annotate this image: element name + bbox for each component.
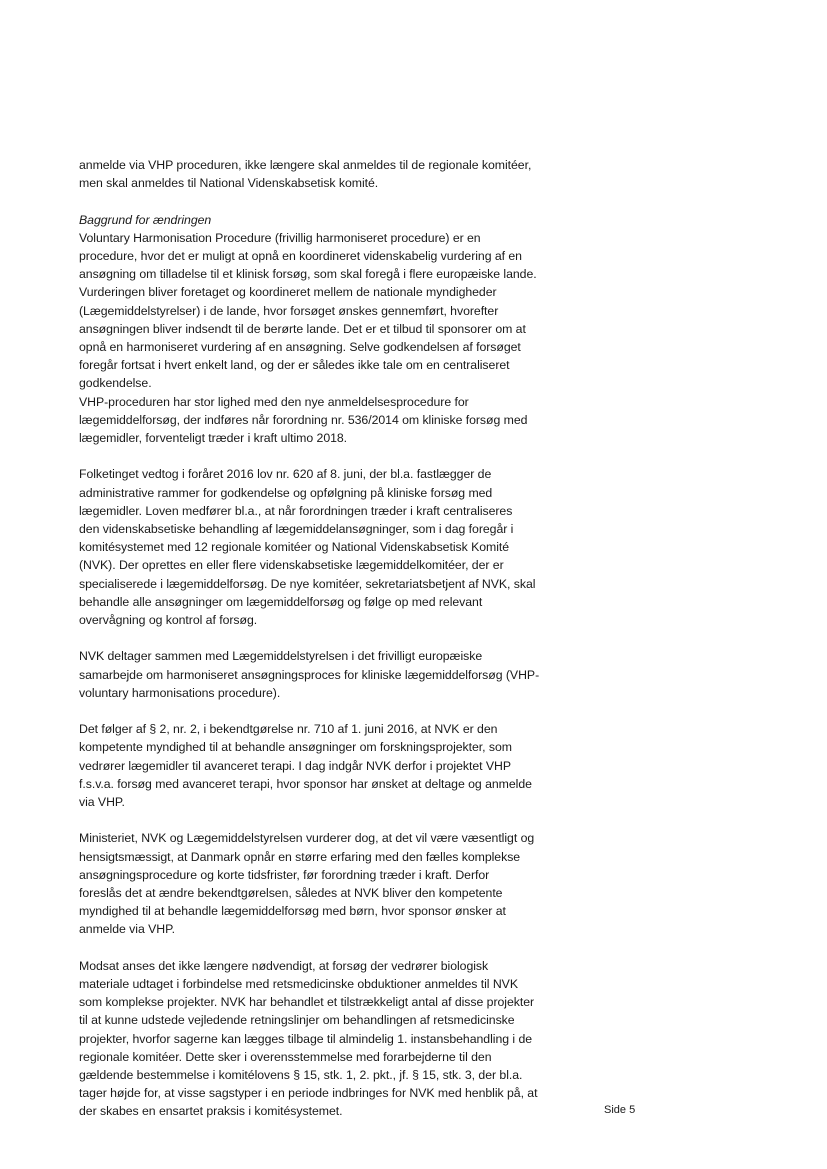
text-line: ansøgningen bliver indsendt til de berørte lande. Det er et tilbud til sponsorer om at xyxy=(79,321,526,336)
intro-paragraph xyxy=(79,156,579,192)
text-line: ansøgning om tilladelse til et klinisk forsøg, som skal foregå i flere europæiske lande. xyxy=(79,267,537,282)
paragraph-vhp xyxy=(79,229,579,447)
text-line: ansøgningsprocedure og korte tidsfrister, før forordning træder i kraft. Derfor xyxy=(79,867,490,882)
text-line: til at kunne udstede vejledende retningslinjer om behandlingen af retsmedicinske xyxy=(79,1013,515,1028)
section-heading: Baggrund for ændringen xyxy=(79,212,212,227)
paragraph-bekendtgoerelse xyxy=(79,720,579,811)
text-line: men skal anmeldes til National Videnskabsetisk komité. xyxy=(79,176,379,191)
text-line: Ministeriet, NVK og Lægemiddelstyrelsen vurderer dog, at det vil være væsentligt og xyxy=(79,831,535,846)
paragraph-modsat xyxy=(79,957,579,1121)
text-line: overvågning og kontrol af forsøg. xyxy=(79,613,258,628)
text-line: projekter, hvorfor sagerne kan lægges tilbage til almindelig 1. instansbehandling i de xyxy=(79,1031,533,1046)
body-text xyxy=(79,156,579,1121)
text-line: samarbejde om harmoniseret ansøgningsproces for kliniske lægemiddelforsøg (VHP- xyxy=(79,667,540,682)
text-line: den videnskabsetiske behandling af lægemiddelansøgninger, som i dag foregår i xyxy=(79,522,514,537)
text-line: f.s.v.a. forsøg med avanceret terapi, hvor sponsor har ønsket at deltage og anmelde xyxy=(79,776,532,791)
text-line: lægemidler. Loven medfører bl.a., at når forordningen træder i kraft centraliseres xyxy=(79,503,513,518)
text-line: komitésystemet med 12 regionale komitéer og National Videnskabsetisk Komité xyxy=(79,540,510,555)
text-line: anmelde via VHP. xyxy=(79,922,176,937)
text-line: Det følger af § 2, nr. 2, i bekendtgørelse nr. 710 af 1. juni 2016, at NVK er den xyxy=(79,722,498,737)
text-line: Voluntary Harmonisation Procedure (frivillig harmoniseret procedure) er en xyxy=(79,230,481,245)
text-line: NVK deltager sammen med Lægemiddelstyrelsen i det frivilligt europæiske xyxy=(79,649,483,664)
text-line: godkendelse. xyxy=(79,376,152,391)
text-line: administrative rammer for godkendelse og opfølgning på kliniske forsøg med xyxy=(79,485,493,500)
text-line: opnå en harmoniseret vurdering af en ansøgning. Selve godkendelsen af forsøget xyxy=(79,340,521,355)
text-line: materiale udtaget i forbindelse med retsmedicinske obduktioner anmeldes til NVK xyxy=(79,977,518,992)
page-number: Side 5 xyxy=(604,1104,636,1116)
text-line: procedure, hvor det er muligt at opnå en koordineret videnskabelig vurdering af en xyxy=(79,249,522,263)
text-line: tager højde for, at visse sagstyper i en periode indbringes for NVK med henblik på, at xyxy=(79,1086,538,1101)
text-line: der skabes en ensartet praksis i komitésystemet. xyxy=(79,1104,343,1119)
text-line: vedrører lægemidler til avanceret terapi. I dag indgår NVK derfor i projektet VHP xyxy=(79,758,511,773)
paragraph-folketinget xyxy=(79,465,579,629)
text-line: hensigtsmæssigt, at Danmark opnår en større erfaring med den fælles komplekse xyxy=(79,849,521,864)
text-line: regionale komitéer. Dette sker i overensstemmelse med forarbejderne til den xyxy=(79,1049,492,1064)
text-line: via VHP. xyxy=(79,795,125,810)
text-line: foreslås det at ændre bekendtgørelsen, således at NVK bliver den kompetente xyxy=(79,886,503,901)
text-line: voluntary harmonisations procedure). xyxy=(79,685,281,700)
text-line: som komplekse projekter. NVK har behandlet et tilstrækkeligt antal af disse projekter xyxy=(79,995,535,1010)
text-line: VHP-proceduren har stor lighed med den nye anmeldelsesprocedure for xyxy=(79,394,469,409)
text-line: Vurderingen bliver foretaget og koordineret mellem de nationale myndigheder xyxy=(79,285,497,300)
text-line: foregår fortsat i hvert enkelt land, og der er således ikke tale om en centraliseret xyxy=(79,358,510,373)
text-line: Modsat anses det ikke længere nødvendigt, at forsøg der vedrører biologisk xyxy=(79,958,489,973)
text-line: specialiserede i lægemiddelforsøg. De nye komitéer, sekretariatsbetjent af NVK, skal xyxy=(79,576,536,591)
paragraph-nvk-deltager xyxy=(79,647,579,702)
text-line: (Lægemiddelstyrelser) i de lande, hvor forsøget ønskes gennemført, hvorefter xyxy=(79,303,499,318)
text-line: anmelde via VHP proceduren, ikke længere skal anmeldes til de regionale komitéer, xyxy=(79,158,532,172)
paragraph-ministeriet xyxy=(79,829,579,938)
text-line: Folketinget vedtog i foråret 2016 lov nr. 620 af 8. juni, der bl.a. fastlægger de xyxy=(79,467,492,482)
text-line: behandle alle ansøgninger om lægemiddelforsøg og følge op med relevant xyxy=(79,594,483,609)
text-line: gældende bestemmelse i komitélovens § 15, stk. 1, 2. pkt., jf. § 15, stk. 3, der bl.a. xyxy=(79,1068,523,1083)
text-line: kompetente myndighed til at behandle ansøgninger om forskningsprojekter, som xyxy=(79,740,512,755)
text-line: (NVK). Der oprettes en eller flere videnskabsetiske lægemiddelkomitéer, der er xyxy=(79,558,504,573)
text-line: lægemidler, forventeligt træder i kraft ultimo 2018. xyxy=(79,431,348,446)
text-line: lægemiddelforsøg, der indføres når forordning nr. 536/2014 om kliniske forsøg med xyxy=(79,412,528,427)
text-line: myndighed til at behandle lægemiddelforsøg med børn, hvor sponsor ønsker at xyxy=(79,904,506,919)
